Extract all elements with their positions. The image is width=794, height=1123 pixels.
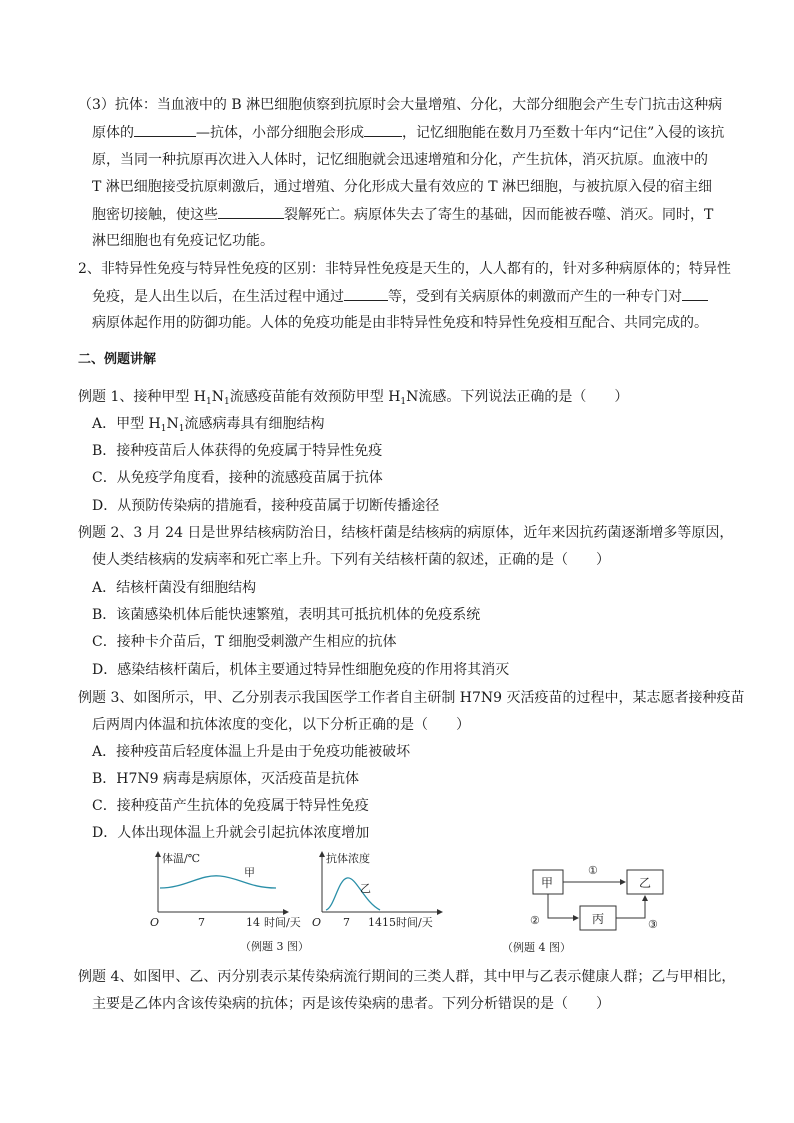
s3-line3: 原，当同一种抗原再次进入人体时，记忆细胞就会迅速增殖和分化，产生抗体，消灭抗原。血液中的: [92, 152, 708, 168]
ex1-q-part2: N: [211, 389, 225, 405]
antibody-curve: [326, 878, 380, 910]
ex2-option-b[interactable]: B．该菌感染机体后能快速繁殖，表明其可抵抗机体的免疫系统: [92, 607, 481, 623]
ex1-a-part1: A．甲型 H: [92, 416, 161, 432]
ex1-q-part3: 流感疫苗能有效预防甲型 H: [229, 389, 401, 405]
ex1-q-sub3: 1: [400, 397, 407, 407]
label-1: ①: [588, 864, 598, 877]
ex2-option-d[interactable]: D．感染结核杆菌后，机体主要通过特异性细胞免疫的作用将其消灭: [92, 662, 510, 678]
fill-blank-5[interactable]: [682, 286, 708, 301]
s2-line2-part1: 免疫，是人出生以后，在生活过程中通过: [92, 289, 344, 305]
arrow-2: [548, 894, 578, 918]
ex4-figure-caption: （例题 4 图）: [502, 941, 571, 954]
right-tick-1415: 1415: [368, 916, 396, 929]
s2-line1: 2、非特异性免疫与特异性免疫的区别：非特异性免疫是天生的，人人都有的，针对多种病原体的；特异性: [78, 261, 731, 277]
left-tick-14: 14: [246, 916, 260, 929]
right-origin: O: [312, 916, 322, 929]
ex2-option-c[interactable]: C．接种卡介苗后，T 细胞受刺激产生相应的抗体: [92, 634, 397, 650]
ex4-question-line1: 例题 4、如图甲、乙、丙分别表示某传染病流行期间的三类人群，其中甲与乙表示健康人群；乙与甲相比，: [78, 969, 736, 985]
s2-line2: [92, 286, 708, 307]
ex3-figure: [140, 846, 450, 954]
s2-line3: 病原体起作用的防御功能。人体的免疫功能是由非特异性免疫和特异性免疫相互配合、共同完成的。: [92, 315, 708, 331]
fill-blank-2[interactable]: [364, 122, 402, 137]
ex1-q-part4: N流感。下列说法正确的是（ ）: [406, 389, 629, 405]
ex1-q-sub1: 1: [206, 397, 212, 407]
ex2-question-line2: 使人类结核病的发病率和死亡率上升。下列有关结核杆菌的叙述，正确的是（ ）: [92, 552, 610, 568]
s3-line4: T 淋巴细胞接受抗原刺激后，通过增殖、分化形成大量有效应的 T 淋巴细胞，与被抗原入侵的宿主细: [92, 179, 713, 195]
left-xlabel: 时间/天: [264, 916, 301, 929]
ex4-question-line2: 主要是乙体内含该传染病的抗体；丙是该传染病的患者。下列分析错误的是（ ）: [92, 996, 610, 1012]
ex1-option-c[interactable]: C．从免疫学角度看，接种的流感疫苗属于抗体: [92, 470, 383, 486]
ex3-figure-caption: （例题 3 图）: [240, 940, 309, 953]
ex3-option-c[interactable]: C．接种疫苗产生抗体的免疫属于特异性免疫: [92, 798, 369, 814]
ex4-figure: [500, 856, 700, 956]
s3-line2: [92, 122, 724, 143]
section-title: 二、例题讲解: [78, 352, 157, 367]
fill-blank-3[interactable]: [218, 204, 284, 219]
s3-line2-part3: ，记忆细胞能在数月乃至数十年内“记住”入侵的该抗: [402, 125, 725, 141]
ex2-option-a[interactable]: A．结核杆菌没有细胞结构: [92, 580, 257, 596]
left-curve-label: 甲: [244, 866, 255, 879]
s3-line1: （3）抗体：当血液中的 B 淋巴细胞侦察到抗原时会大量增殖、分化，大部分细胞会产生专门抗击这种病: [78, 97, 723, 113]
label-jia: 甲: [541, 876, 554, 890]
ex1-a-sub1: 1: [160, 424, 167, 434]
label-bing: 丙: [592, 912, 605, 926]
ex1-a-part3: 流感病毒具有细胞结构: [184, 416, 325, 432]
arrow-3: [616, 896, 645, 918]
ex1-option-a[interactable]: [92, 414, 325, 434]
ex1-q-sub2: 1: [224, 397, 230, 407]
s3-line5-part1: 胞密切接触，使这些: [92, 207, 218, 223]
left-tick-7: 7: [198, 916, 205, 929]
ex1-option-d[interactable]: D．从预防传染病的措施看，接种疫苗属于切断传播途径: [92, 498, 440, 514]
right-xlabel: 时间/天: [396, 916, 433, 929]
fill-blank-1[interactable]: [134, 122, 196, 137]
label-yi: 乙: [639, 876, 652, 890]
ex1-a-part2: N: [166, 416, 179, 432]
s3-line2-part1: 原体的: [92, 125, 134, 141]
ex3-option-b[interactable]: B．H7N9 病毒是病原体，灭活疫苗是抗体: [92, 771, 360, 787]
temperature-curve: [160, 876, 276, 888]
ex3-question-line1: 例题 3、如图所示，甲、乙分别表示我国医学工作者自主研制 H7N9 灭活疫苗的过程中，某志愿者接种疫苗: [78, 690, 745, 706]
left-ylabel: 体温/℃: [162, 852, 201, 865]
right-tick-7: 7: [343, 916, 350, 929]
fill-blank-4[interactable]: [344, 286, 388, 301]
ex2-question-line1: 例题 2、3 月 24 日是世界结核病防治日，结核杆菌是结核病的病原体，近年来因抗药菌逐渐增多等原因，: [78, 525, 734, 541]
label-3: ③: [648, 918, 658, 931]
ex1-q-part1: 例题 1、接种甲型 H: [78, 389, 207, 405]
right-ylabel: 抗体浓度: [326, 852, 370, 865]
ex1-option-b[interactable]: B．接种疫苗后人体获得的免疫属于特异性免疫: [92, 443, 383, 459]
s2-line2-part2: 等，受到有关病原体的刺激而产生的一种专门对: [388, 289, 682, 305]
s3-line5-part2: 裂解死亡。病原体失去了寄生的基础，因而能被吞噬、消灭。同时，T: [284, 207, 714, 223]
ex3-option-d[interactable]: D．人体出现体温上升就会引起抗体浓度增加: [92, 825, 370, 841]
s3-line6: 淋巴细胞也有免疫记忆功能。: [92, 233, 274, 249]
right-curve-label: 乙: [360, 882, 371, 895]
ex1-a-sub2: 1: [178, 424, 185, 434]
label-2: ②: [530, 914, 540, 927]
ex3-option-a[interactable]: A．接种疫苗后轻度体温上升是由于免疫功能被破坏: [92, 744, 411, 760]
left-origin: O: [150, 916, 160, 929]
ex1-question: [78, 387, 628, 407]
ex3-question-line2: 后两周内体温和抗体浓度的变化，以下分析正确的是（ ）: [92, 717, 470, 733]
s3-line5: [92, 204, 713, 225]
s3-line2-part2: —抗体，小部分细胞会形成: [196, 125, 364, 141]
